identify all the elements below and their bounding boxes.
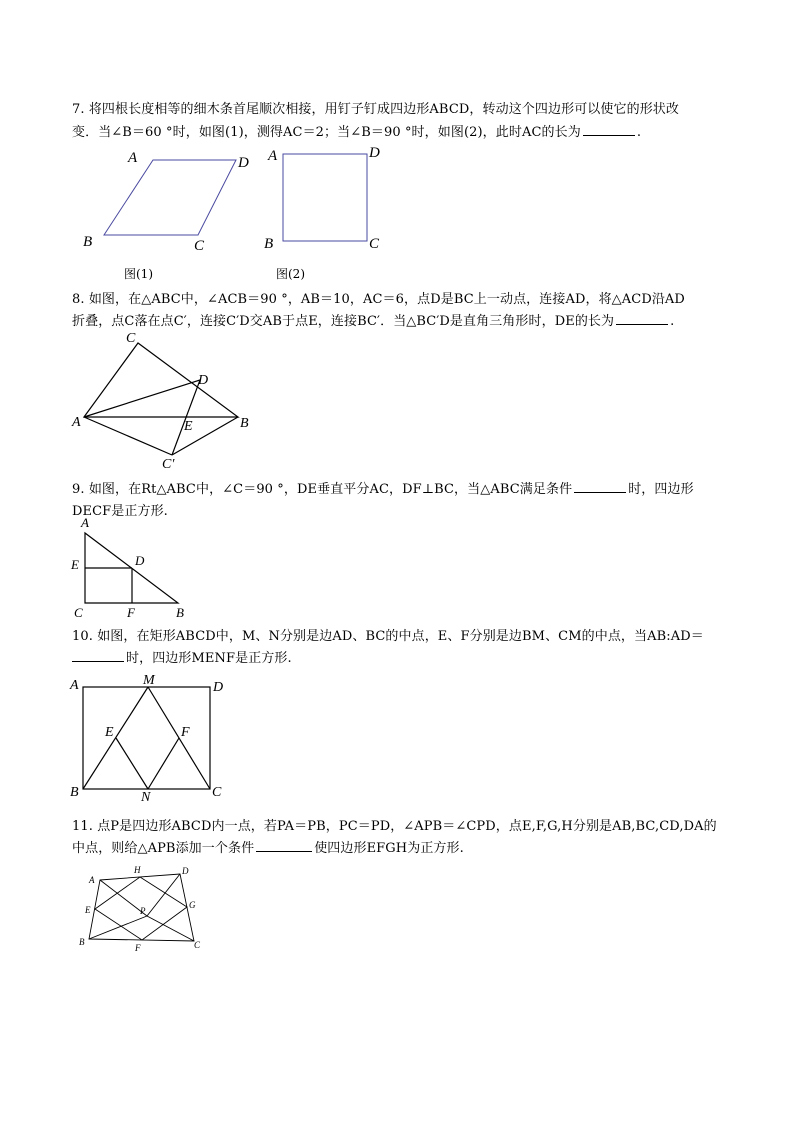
q10-label-M: M bbox=[143, 673, 155, 688]
q7-answer-blank[interactable] bbox=[583, 123, 635, 136]
q7-text-line2b: . bbox=[636, 125, 642, 140]
q9-answer-blank[interactable] bbox=[574, 480, 626, 493]
q11-label-C: C bbox=[194, 940, 201, 950]
q10-label-E: E bbox=[105, 725, 114, 740]
q8-text-line2 bbox=[72, 310, 674, 329]
q8-segment-AD bbox=[84, 380, 200, 417]
q7-text-line1: 7. 将四根长度相等的细木条首尾顺次相接，用钉子钉成四边形ABCD，转动这个四边形可以使它的形状改 bbox=[72, 102, 679, 117]
q11-text-line2b: 使四边形EFGH为正方形. bbox=[314, 841, 464, 856]
q9-label-F: F bbox=[127, 605, 135, 620]
q11-text-line1: 11. 点P是四边形ABCD内一点，若PA＝PB，PC＝PD，∠APB＝∠CPD，点E,F,G,H分别是AB,BC,CD,DA的 bbox=[72, 819, 717, 834]
q10-label-C: C bbox=[212, 785, 222, 800]
q7-fig2-label-B: B bbox=[264, 236, 274, 252]
q8-label-C-prime: C′ bbox=[162, 457, 175, 472]
q11-answer-blank[interactable] bbox=[256, 839, 312, 852]
q11-segment-PB bbox=[89, 916, 147, 939]
q10-label-A: A bbox=[70, 678, 79, 693]
q8-label-B: B bbox=[240, 416, 249, 431]
q10-label-B: B bbox=[70, 785, 79, 800]
q7-fig2-square bbox=[283, 154, 367, 241]
q10-figure bbox=[68, 670, 238, 805]
q7-text-line2 bbox=[72, 121, 641, 140]
q8-label-D: D bbox=[198, 373, 209, 388]
q11-label-B: B bbox=[79, 937, 85, 947]
q11-label-H: H bbox=[134, 865, 141, 875]
q11-figure bbox=[72, 862, 212, 957]
q11-segment-PC bbox=[147, 916, 194, 941]
q11-label-P: P bbox=[140, 906, 146, 916]
q8-label-E: E bbox=[184, 419, 193, 434]
q11-label-G: G bbox=[189, 900, 196, 910]
q8-label-A: A bbox=[72, 415, 81, 430]
q9-text-line1 bbox=[72, 478, 694, 497]
q7-figure1 bbox=[78, 145, 258, 255]
q8-text-line2b: . bbox=[670, 314, 675, 329]
q9-text-line1a: 9. 如图，在Rt△ABC中，∠C＝90 °，DE垂直平分AC，DF⊥BC，当△ABC满足条件 bbox=[72, 482, 573, 497]
q9-text-line2: DECF是正方形. bbox=[72, 504, 168, 519]
q9-text-line1b: 时，四边形 bbox=[628, 482, 694, 497]
q11-label-E: E bbox=[85, 905, 91, 915]
q8-text-line2a: 折叠，点C落在点C′，连接C′D交AB于点E，连接BC′．当△BC′D是直角三角形时，DE的长为 bbox=[72, 314, 615, 329]
q7-fig1-label-B: B bbox=[83, 234, 93, 250]
q7-fig1-label-D: D bbox=[238, 155, 249, 171]
q7-fig2-label-C: C bbox=[369, 236, 380, 252]
q7-fig1-label-A: A bbox=[128, 150, 138, 166]
q7-fig2-caption: 图(2) bbox=[276, 267, 305, 281]
q10-answer-blank[interactable] bbox=[72, 649, 124, 662]
q7-fig2-label-A: A bbox=[268, 148, 278, 164]
q11-text-line2a: 中点，则给△APB添加一个条件 bbox=[72, 841, 255, 856]
q8-triangle-ACB bbox=[84, 343, 238, 417]
q10-label-N: N bbox=[141, 790, 151, 805]
q8-segment-BC-prime bbox=[172, 417, 238, 455]
q10-rectangle-ABCD bbox=[83, 687, 210, 789]
q7-fig1-rhombus bbox=[104, 160, 236, 235]
q7-fig1-caption: 图(1) bbox=[124, 267, 153, 281]
q7-fig1-label-C: C bbox=[194, 238, 205, 254]
q9-figure bbox=[68, 515, 198, 620]
q11-text-line2 bbox=[72, 837, 464, 856]
q9-label-E: E bbox=[71, 557, 79, 572]
q10-label-F: F bbox=[181, 725, 190, 740]
q7-text-line2a: 变．当∠B＝60 °时，如图(1)，测得AC＝2；当∠B＝90 °时，如图(2)，此时AC的长为 bbox=[72, 125, 581, 140]
q10-segment-EN bbox=[116, 738, 148, 789]
q11-label-A: A bbox=[89, 875, 95, 885]
q7-figure2 bbox=[262, 143, 392, 255]
q10-text-line1: 10. 如图，在矩形ABCD中，M、N分别是边AD、BC的中点，E、F分别是边BM、CM的中点，当AB:AD＝ bbox=[72, 629, 704, 644]
q11-segment-PD bbox=[147, 874, 180, 916]
q9-label-A: A bbox=[81, 515, 89, 530]
q8-answer-blank[interactable] bbox=[616, 312, 668, 325]
q11-label-F: F bbox=[135, 943, 141, 953]
q9-label-C: C bbox=[74, 605, 83, 620]
q8-segment-AC-prime bbox=[84, 417, 172, 455]
q9-label-D: D bbox=[135, 553, 145, 568]
q9-label-B: B bbox=[176, 605, 184, 620]
q8-text-line1: 8. 如图，在△ABC中，∠ACB＝90 °，AB＝10，AC＝6，点D是BC上一动点，连接AD，将△ACD沿AD bbox=[72, 292, 685, 307]
q8-label-C: C bbox=[126, 331, 136, 346]
q10-segment-NF bbox=[148, 738, 179, 789]
q10-text-line2 bbox=[72, 647, 292, 666]
q7-fig2-label-D: D bbox=[369, 145, 380, 161]
q10-text-line2: 时，四边形MENF是正方形. bbox=[126, 651, 292, 666]
q8-figure bbox=[70, 328, 270, 473]
q10-label-D: D bbox=[213, 680, 224, 695]
q11-label-D: D bbox=[182, 866, 189, 876]
